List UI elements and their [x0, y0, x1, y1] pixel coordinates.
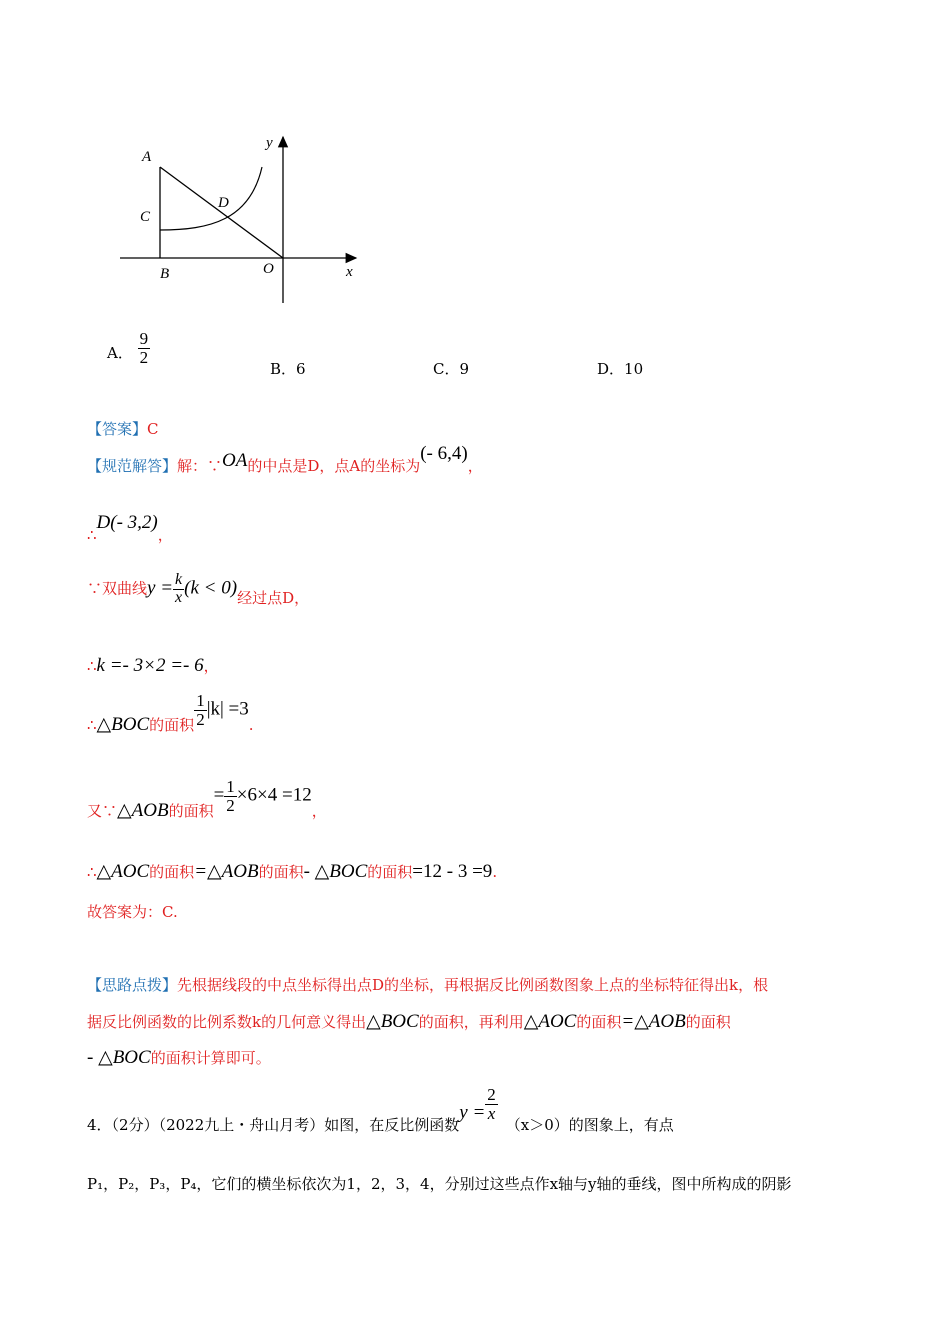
answer-value: C — [147, 420, 159, 438]
math-fraction-k-x — [173, 572, 184, 607]
numerator: 1 — [196, 691, 205, 710]
math-triangle-aob: =△AOB — [194, 861, 259, 882]
punct: ， — [157, 526, 173, 544]
solution-line-6 — [87, 777, 327, 822]
label-b: B — [160, 266, 170, 282]
label-x: x — [346, 264, 353, 280]
math-k-value: k =- 3×2 =- 6 — [96, 655, 204, 676]
solution-line-5 — [87, 691, 254, 736]
segment-ao — [160, 167, 283, 258]
question-score: （2分） — [111, 1116, 159, 1135]
solution-line-2 — [87, 512, 173, 544]
option-c-value: 9 — [459, 360, 470, 378]
math-triangle-boc: △BOC — [366, 1011, 419, 1032]
math-equals: = — [213, 784, 225, 806]
punct: ， — [311, 802, 327, 821]
label-a: A — [142, 149, 152, 165]
option-a — [107, 330, 150, 367]
math-triangle-aoc: △AOC — [523, 1011, 577, 1032]
option-a-denominator: 2 — [139, 347, 149, 367]
math-triangle-boc: - △BOC — [87, 1047, 151, 1068]
label-c: C — [140, 209, 151, 225]
math-area-boc: |k| =3 — [206, 698, 249, 720]
math-triangle-boc: △BOC — [96, 714, 150, 736]
hint-text: 的面积，再利用 — [418, 1013, 524, 1031]
answer-tag: 【答案】 — [87, 420, 148, 438]
math-y-eq: y = — [147, 577, 174, 599]
option-d-letter: D． — [597, 360, 625, 378]
solution-text: ∵双曲线 — [87, 579, 148, 598]
solution-because: 解：∵ — [177, 457, 223, 475]
math-area-aob: ×6×4 =12 — [236, 784, 312, 806]
question-text: （x＞0）的图象上，有点 — [505, 1116, 674, 1135]
hyperbola-curve — [160, 167, 262, 230]
label-d: D — [218, 195, 229, 211]
question-4-line-1 — [87, 1085, 674, 1135]
solution-line-1 — [87, 443, 483, 477]
math-triangle-aob: △AOB — [117, 800, 169, 822]
solution-text: 的中点是D，点A的坐标为 — [247, 457, 421, 475]
hint-line-3 — [87, 1046, 271, 1069]
label-y: y — [266, 135, 273, 151]
option-b-letter: B． — [270, 360, 297, 378]
solution-text: 的面积 — [149, 863, 195, 881]
solution-text: 的面积 — [149, 716, 195, 735]
question-text: （2022九上・舟山月考）如图，在反比例函数 — [158, 1116, 460, 1135]
punct: ， — [203, 657, 219, 675]
hint-text: 据反比例函数的比例系数k的几何意义得出 — [87, 1013, 367, 1031]
solution-line-7 — [87, 860, 497, 883]
solution-text: 又∵ — [87, 802, 118, 821]
hint-line-1 — [87, 974, 768, 995]
math-coord-a: (- 6,4) — [420, 443, 468, 464]
geometry-figure — [110, 125, 370, 310]
punct: . — [492, 863, 498, 881]
hint-text: 的面积计算即可。 — [150, 1049, 271, 1067]
math-y-eq: y = — [459, 1102, 486, 1124]
hint-tag: 【思路点拨】 — [87, 976, 178, 994]
denominator: 2 — [226, 795, 235, 815]
solution-line-3 — [87, 572, 309, 607]
hint-text: 先根据线段的中点坐标得出点D的坐标，再根据反比例函数图象上点的坐标特征得出k，根 — [177, 976, 769, 994]
option-d — [597, 358, 643, 379]
therefore-symbol: ∴ — [87, 716, 97, 735]
numerator: 2 — [487, 1085, 496, 1104]
option-c-letter: C． — [433, 360, 460, 378]
math-fraction-half — [194, 692, 207, 729]
math-coord-d: D(- 3,2) — [96, 512, 158, 533]
math-fraction-half — [224, 778, 237, 815]
math-fraction-2-x — [485, 1086, 498, 1123]
option-a-letter: A． — [107, 344, 133, 363]
solution-line-4 — [87, 655, 219, 677]
math-triangle-aob: =△AOB — [621, 1011, 686, 1032]
option-c — [433, 358, 469, 379]
solution-text: 的面积 — [258, 863, 304, 881]
numerator: k — [175, 571, 183, 588]
therefore-symbol: ∴ — [87, 526, 97, 544]
question-number: 4． — [87, 1116, 112, 1135]
punct: ， — [467, 457, 483, 475]
numerator: 1 — [226, 777, 235, 796]
math-condition: (k < 0) — [184, 577, 238, 599]
denominator: 2 — [196, 709, 205, 729]
math-result: =12 - 3 =9 — [412, 861, 493, 882]
math-triangle-aoc: △AOC — [96, 861, 150, 882]
solution-text: 的面积 — [168, 802, 214, 821]
solution-conclusion: 故答案为：C. — [87, 903, 178, 921]
denominator: x — [487, 1103, 496, 1123]
question-4-line-2: P₁，P₂，P₃，P₄，它们的横坐标依次为1，2，3，4，分别过这些点作x轴与y轴的垂线，图中所构成的阴影 — [87, 1175, 792, 1193]
denominator: x — [175, 588, 183, 606]
option-b — [270, 358, 306, 379]
math-triangle-boc: - △BOC — [303, 861, 368, 882]
solution-text: 经过点D， — [237, 589, 310, 608]
option-a-fraction — [138, 330, 151, 367]
answer-line — [87, 418, 159, 439]
therefore-symbol: ∴ — [87, 863, 97, 881]
hint-line-2 — [87, 1010, 731, 1033]
option-a-numerator: 9 — [139, 329, 149, 348]
therefore-symbol: ∴ — [87, 657, 97, 675]
hint-text: 的面积 — [685, 1013, 731, 1031]
label-o: O — [263, 261, 274, 277]
math-oa: OA — [222, 450, 248, 471]
option-b-value: 6 — [296, 360, 306, 378]
solution-tag: 【规范解答】 — [87, 457, 178, 475]
solution-text: 的面积 — [367, 863, 413, 881]
hint-text: 的面积 — [576, 1013, 622, 1031]
punct: . — [248, 716, 254, 735]
option-d-value: 10 — [624, 360, 644, 378]
